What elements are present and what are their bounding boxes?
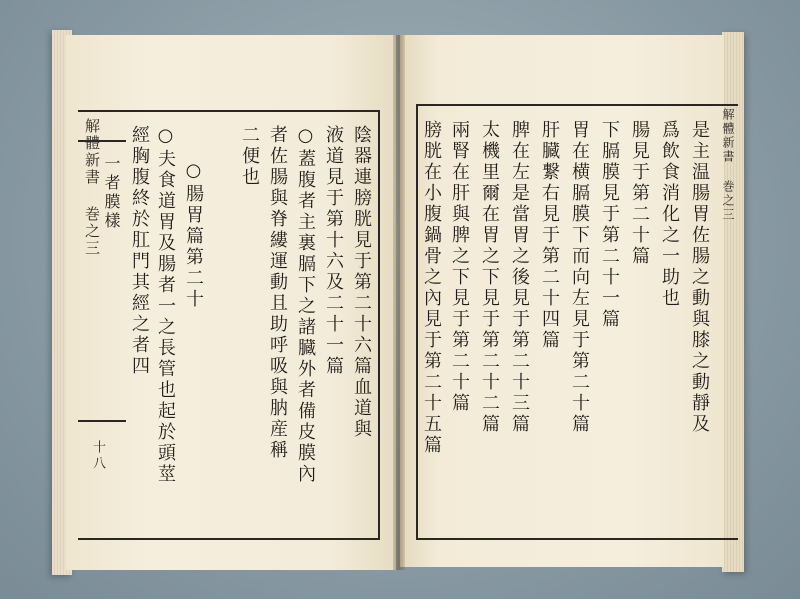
- left-margin-title: 解體新書 巻之三: [83, 118, 101, 257]
- right-column-7: 脾在左是當胃之後見于第二十三篇: [509, 120, 530, 435]
- right-column-2: 爲飲食消化之一助也: [659, 120, 680, 309]
- right-column-4: 下膈膜見于第二十一篇: [599, 120, 620, 330]
- left-column-9: 經胸腹終於肛門其經之者四: [129, 125, 150, 377]
- left-column-8: ○夫食道胃及腸者一之長管也起於頭莖: [155, 125, 176, 485]
- left-column-10: 一者膜樣: [102, 155, 121, 231]
- right-column-5: 胃在横膈膜下而向左見于第二十篇: [569, 120, 590, 435]
- right-column-1: 是主温腸胃佐腸之動與膝之動靜及: [689, 120, 710, 435]
- right-column-6: 肝臓繋右見于第二十四篇: [539, 120, 560, 351]
- right-margin-title: 解體新書 巻之三: [721, 108, 735, 222]
- left-folio-number: 十八: [90, 440, 105, 472]
- right-column-9: 兩腎在肝與脾之下見于第二十篇: [449, 120, 470, 414]
- left-column-1: 陰器連膀胱見于第二十六篇血道與: [351, 125, 372, 440]
- book-gutter: [393, 35, 405, 570]
- left-column-chapter-title: ○腸胃篇第二十: [183, 160, 204, 310]
- right-column-8: 太機里爾在胃之下見于第二十二篇: [479, 120, 500, 435]
- left-column-5: 二便也: [239, 125, 260, 188]
- left-column-4: 者佐腸與脊縷運動且助呼吸與肭産稱: [267, 125, 288, 461]
- left-column-2: 液道見于第十六及二十一篇: [323, 125, 344, 377]
- right-column-10: 膀胱在小腹鍋骨之內見于第二十五篇: [421, 120, 442, 456]
- fishtail-rule-lower: [78, 420, 126, 422]
- left-column-3: ○蓋腹者主裏膈下之諸臓外者備皮膜內: [295, 125, 316, 485]
- right-column-3: 腸見于第二十篇: [629, 120, 650, 267]
